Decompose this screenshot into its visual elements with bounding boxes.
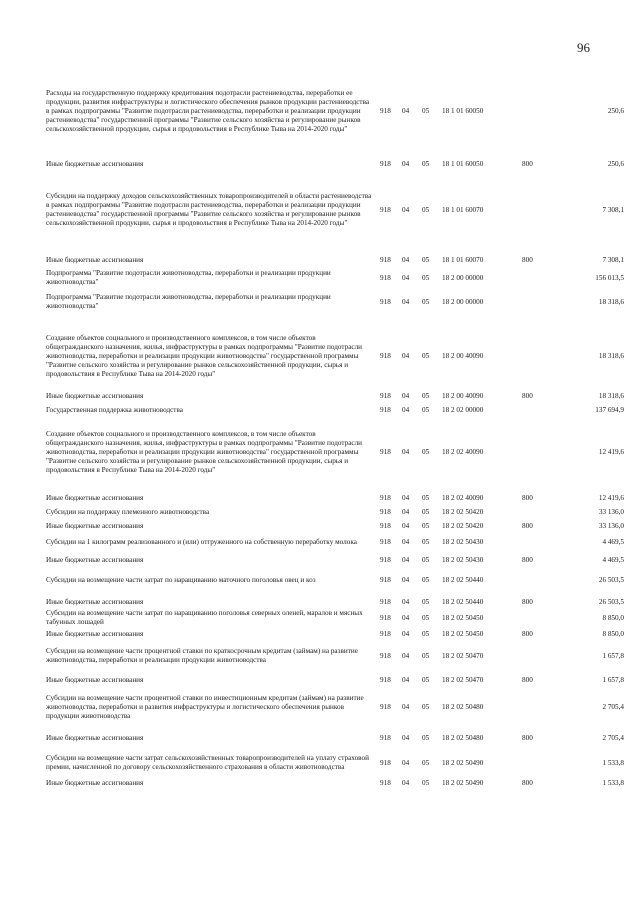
row-subsection-code: 05 (422, 758, 430, 767)
row-name: Иные бюджетные ассигнования (46, 733, 144, 742)
row-gr-code: 918 (380, 758, 391, 767)
row-expense-type: 800 (522, 675, 533, 684)
row-subsection-code: 05 (422, 447, 430, 456)
row-target-article: 18 2 02 50450 (442, 629, 484, 638)
row-amount: 8 850,0 (602, 629, 624, 638)
row-expense-type: 800 (522, 733, 533, 742)
row-section-code: 04 (402, 273, 410, 282)
row-target-article: 18 2 02 50430 (442, 555, 484, 564)
row-target-article: 18 2 02 50440 (442, 597, 484, 606)
row-gr-code: 918 (380, 651, 391, 660)
row-section-code: 04 (402, 597, 410, 606)
row-name: Иные бюджетные ассигнования (46, 493, 144, 502)
row-expense-type: 800 (522, 597, 533, 606)
table-row (46, 293, 624, 311)
row-gr-code: 918 (380, 159, 391, 168)
row-gr-code: 918 (380, 778, 391, 787)
row-section-code: 04 (402, 613, 410, 622)
row-target-article: 18 2 02 50450 (442, 613, 484, 622)
table-row (46, 157, 624, 171)
row-target-article: 18 2 02 50430 (442, 537, 484, 546)
row-amount: 1 657,8 (602, 675, 624, 684)
table-row (46, 253, 624, 267)
row-name: Иные бюджетные ассигнования (46, 159, 144, 168)
row-expense-type: 800 (522, 521, 533, 530)
table-row (46, 533, 624, 551)
row-amount: 4 469,5 (602, 555, 624, 564)
row-gr-code: 918 (380, 297, 391, 306)
row-section-code: 04 (402, 447, 410, 456)
table-row (46, 731, 624, 745)
row-section-code: 04 (402, 555, 410, 564)
row-subsection-code: 05 (422, 255, 430, 264)
row-name: Государственная поддержка животноводства (46, 405, 183, 414)
table-row (46, 553, 624, 567)
row-subsection-code: 05 (422, 521, 430, 530)
row-target-article: 18 2 02 50470 (442, 651, 484, 660)
row-section-code: 04 (402, 651, 410, 660)
row-expense-type: 800 (522, 778, 533, 787)
row-name: Расходы на государственную поддержку кредитования подотрасли растениеводства, переработки ее продукции, развития инфраструктуры и логистического обеспечения рынков продукции растениеводства в рамках подпрограммы "Развитие подотрасли растениеводства, переработки и реализации продукции растениеводства" государственной программы "Развитие сельского хозяйства и регулирование рынков сельскохозяйственной продукции, сырья и продовольствия в Республике Тыва на 2014-2020 годы" (46, 88, 370, 133)
table-row (46, 505, 624, 519)
row-subsection-code: 05 (422, 493, 430, 502)
page-number: 96 (577, 40, 590, 55)
row-subsection-code: 05 (422, 629, 430, 638)
row-expense-type: 800 (522, 391, 533, 400)
row-amount: 12 419,6 (598, 493, 624, 502)
row-gr-code: 918 (380, 613, 391, 622)
row-target-article: 18 2 02 50490 (442, 778, 484, 787)
row-expense-type: 800 (522, 629, 533, 638)
row-amount: 1 533,8 (602, 778, 624, 787)
row-target-article: 18 1 01 60070 (442, 205, 484, 214)
row-amount: 1 533,8 (602, 758, 624, 767)
row-subsection-code: 05 (422, 106, 430, 115)
row-target-article: 18 2 02 50470 (442, 675, 484, 684)
table-row (46, 73, 624, 149)
row-amount: 18 318,6 (598, 297, 624, 306)
row-subsection-code: 05 (422, 597, 430, 606)
row-subsection-code: 05 (422, 651, 430, 660)
row-target-article: 18 1 01 60050 (442, 159, 484, 168)
row-name: Иные бюджетные ассигнования (46, 778, 144, 787)
row-name: Создание объектов социального и производственного комплексов, в том числе объектов общегражданского назначения, жилья, инфраструктуры в рамках подпрограммы "Развитие подотрасли животноводства, переработки и реализации продукции животноводства" государственной программы "Развитие сельского хозяйства и регулирование рынков сельскохозяйственной продукции, сырья и продовольствия в Республике Тыва на 2014-2020 годы" (46, 429, 363, 474)
table-row (46, 749, 624, 777)
row-amount: 33 136,0 (598, 507, 624, 516)
row-section-code: 04 (402, 758, 410, 767)
row-name: Субсидии на поддержку племенного животноводства (46, 507, 210, 516)
row-target-article: 18 2 00 40090 (442, 391, 484, 400)
table-row (46, 595, 624, 609)
row-amount: 26 503,5 (598, 597, 624, 606)
row-name: Иные бюджетные ассигнования (46, 675, 144, 684)
row-name: Иные бюджетные ассигнования (46, 597, 144, 606)
row-gr-code: 918 (380, 702, 391, 711)
row-section-code: 04 (402, 405, 410, 414)
row-target-article: 18 1 01 60050 (442, 106, 484, 115)
row-gr-code: 918 (380, 391, 391, 400)
row-amount: 4 469,5 (602, 537, 624, 546)
row-gr-code: 918 (380, 273, 391, 282)
row-amount: 7 308,1 (602, 255, 624, 264)
row-name: Субсидии на возмещение части затрат по наращиванию поголовья северных оленей, маралов и мясных табунных лошадей (46, 609, 363, 626)
row-target-article: 18 2 02 40090 (442, 447, 484, 456)
table-row (46, 423, 624, 481)
row-gr-code: 918 (380, 521, 391, 530)
row-target-article: 18 2 00 40090 (442, 351, 484, 360)
row-gr-code: 918 (380, 351, 391, 360)
row-subsection-code: 05 (422, 537, 430, 546)
row-section-code: 04 (402, 297, 410, 306)
row-target-article: 18 2 02 50480 (442, 733, 484, 742)
row-name: Иные бюджетные ассигнования (46, 555, 144, 564)
row-gr-code: 918 (380, 575, 391, 584)
row-name: Субсидии на 1 килограмм реализованного и (или) отгруженного на собственную переработку молока (46, 537, 357, 546)
row-subsection-code: 05 (422, 778, 430, 787)
row-amount: 18 318,6 (598, 391, 624, 400)
row-expense-type: 800 (522, 159, 533, 168)
table-row (46, 777, 624, 789)
row-gr-code: 918 (380, 205, 391, 214)
row-subsection-code: 05 (422, 391, 430, 400)
row-amount: 33 136,0 (598, 521, 624, 530)
row-gr-code: 918 (380, 555, 391, 564)
row-section-code: 04 (402, 493, 410, 502)
table-row (46, 403, 624, 417)
row-name: Субсидии на возмещение части процентной ставки по инвестиционным кредитам (займам) на развитие животноводства, переработки и развития инфраструктуры и логистического обеспечения рынков продукции животноводства (46, 693, 364, 720)
row-amount: 7 308,1 (602, 205, 624, 214)
row-amount: 250,6 (607, 159, 624, 168)
row-section-code: 04 (402, 255, 410, 264)
row-section-code: 04 (402, 106, 410, 115)
row-target-article: 18 2 02 40090 (442, 493, 484, 502)
row-section-code: 04 (402, 351, 410, 360)
row-subsection-code: 05 (422, 733, 430, 742)
row-amount: 137 694,9 (595, 405, 624, 414)
row-target-article: 18 2 02 50440 (442, 575, 484, 584)
row-name: Иные бюджетные ассигнования (46, 391, 144, 400)
row-amount: 18 318,6 (598, 351, 624, 360)
row-gr-code: 918 (380, 405, 391, 414)
table-row (46, 673, 624, 687)
row-name: Субсидии на возмещение части затрат сельскохозяйственных товаропроизводителей на уплату страховой премии, начисленной по договору сельскохозяйственного страхования в области животноводства (46, 754, 369, 771)
row-subsection-code: 05 (422, 405, 430, 414)
row-subsection-code: 05 (422, 297, 430, 306)
row-name: Субсидии на поддержку доходов сельскохозяйственных товаропроизводителей в области растениеводства в рамках подпрограммы "Развитие подотрасли растениеводства, переработки и реализации продукции растениеводства" государственной программы "Развитие сельского хозяйства и регулирование рынков сельскохозяйственной продукции, сырья и продовольствия в Республике Тыва на 2014-2020 годы" (46, 192, 372, 227)
row-gr-code: 918 (380, 597, 391, 606)
row-name: Подпрограмма "Развитие подотрасли животноводства, переработки и реализации продукции животноводства" (46, 293, 331, 310)
row-amount: 12 419,6 (598, 447, 624, 456)
row-amount: 8 850,0 (602, 613, 624, 622)
table-row (46, 181, 624, 239)
row-subsection-code: 05 (422, 702, 430, 711)
row-gr-code: 918 (380, 733, 391, 742)
row-expense-type: 800 (522, 555, 533, 564)
table-row (46, 571, 624, 589)
row-gr-code: 918 (380, 447, 391, 456)
table-row (46, 389, 624, 403)
row-section-code: 04 (402, 629, 410, 638)
row-amount: 156 013,5 (595, 273, 624, 282)
row-section-code: 04 (402, 537, 410, 546)
table-row (46, 327, 624, 385)
table-row (46, 491, 624, 505)
row-target-article: 18 1 01 60070 (442, 255, 484, 264)
row-gr-code: 918 (380, 106, 391, 115)
budget-table (46, 73, 624, 789)
row-section-code: 04 (402, 205, 410, 214)
row-name: Иные бюджетные ассигнования (46, 255, 144, 264)
row-subsection-code: 05 (422, 351, 430, 360)
row-amount: 250,6 (607, 106, 624, 115)
row-section-code: 04 (402, 575, 410, 584)
row-target-article: 18 2 00 00000 (442, 297, 484, 306)
row-gr-code: 918 (380, 507, 391, 516)
row-amount: 1 657,8 (602, 651, 624, 660)
row-subsection-code: 05 (422, 675, 430, 684)
row-name: Подпрограмма "Развитие подотрасли животноводства, переработки и реализации продукции животноводства" (46, 269, 331, 286)
row-target-article: 18 2 02 50490 (442, 758, 484, 767)
row-name: Иные бюджетные ассигнования (46, 521, 144, 530)
row-subsection-code: 05 (422, 555, 430, 564)
row-gr-code: 918 (380, 537, 391, 546)
table-row (46, 693, 624, 721)
row-target-article: 18 2 02 50420 (442, 521, 484, 530)
table-row (46, 609, 624, 627)
table-row (46, 519, 624, 533)
row-subsection-code: 05 (422, 613, 430, 622)
row-section-code: 04 (402, 778, 410, 787)
row-section-code: 04 (402, 733, 410, 742)
row-expense-type: 800 (522, 493, 533, 502)
row-subsection-code: 05 (422, 507, 430, 516)
row-subsection-code: 05 (422, 159, 430, 168)
row-target-article: 18 2 02 50420 (442, 507, 484, 516)
row-section-code: 04 (402, 159, 410, 168)
row-target-article: 18 2 00 00000 (442, 273, 484, 282)
row-amount: 2 705,4 (602, 702, 624, 711)
row-section-code: 04 (402, 391, 410, 400)
row-name: Субсидии на возмещение части затрат по наращиванию маточного поголовья овец и коз (46, 575, 316, 584)
row-subsection-code: 05 (422, 575, 430, 584)
row-name: Субсидии на возмещение части процентной ставки по краткосрочным кредитам (займам) на развитие животноводства, переработки и реализации продукции животноводства (46, 647, 358, 664)
row-expense-type: 800 (522, 255, 533, 264)
table-row (46, 647, 624, 665)
row-name: Иные бюджетные ассигнования (46, 629, 144, 638)
row-section-code: 04 (402, 675, 410, 684)
row-section-code: 04 (402, 507, 410, 516)
row-target-article: 18 2 02 50480 (442, 702, 484, 711)
row-subsection-code: 05 (422, 205, 430, 214)
row-section-code: 04 (402, 702, 410, 711)
row-section-code: 04 (402, 521, 410, 530)
table-row (46, 627, 624, 641)
row-gr-code: 918 (380, 255, 391, 264)
row-gr-code: 918 (380, 629, 391, 638)
row-subsection-code: 05 (422, 273, 430, 282)
table-row (46, 269, 624, 287)
row-amount: 2 705,4 (602, 733, 624, 742)
row-gr-code: 918 (380, 675, 391, 684)
row-gr-code: 918 (380, 493, 391, 502)
row-target-article: 18 2 02 00000 (442, 405, 484, 414)
row-amount: 26 503,5 (598, 575, 624, 584)
row-name: Создание объектов социального и производственного комплексов, в том числе объектов общегражданского назначения, жилья, инфраструктуры в рамках подпрограммы "Развитие подотрасли животноводства, переработки и реализации продукции животноводства" государственной программы "Развитие сельского хозяйства и регулирование рынков сельскохозяйственной продукции, сырья и продовольствия в Республике Тыва на 2014-2020 годы" (46, 333, 363, 378)
